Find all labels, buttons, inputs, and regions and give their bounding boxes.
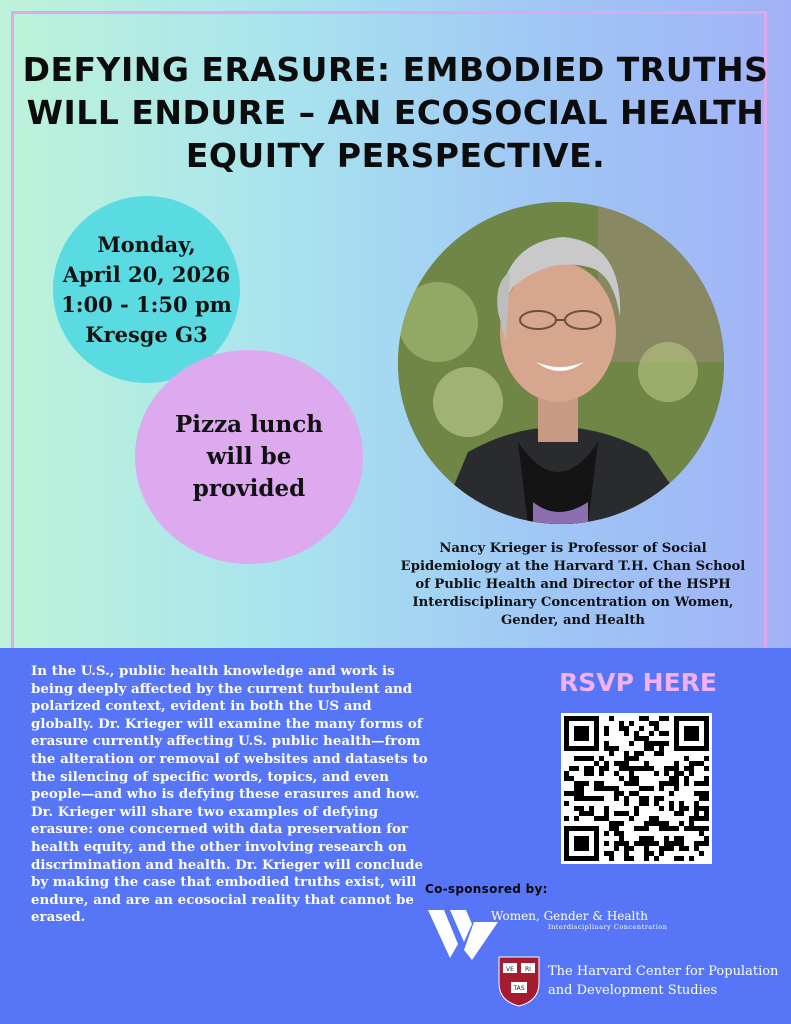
speaker-photo xyxy=(398,202,724,524)
shield-text-ri: RI xyxy=(525,966,531,973)
event-description: In the U.S., public health knowledge and work is being deeply affected by the current turbulent and polarized context, evident in both the US and globally. Dr. Krieger will examine the many forms of erasure currently affecting U.S. public health—from the alteration or removal of websites and datasets to the silencing of specific words, topics, and even people—and who is defying these erasures and how. Dr. Krieger will share two examples of defying erasure: one concerned with data preservation for health equity, and the other involving research on discrimination and health. Dr. Krieger will conclude by making the case that embodied truths exist, will endure, and are an ecosocial reality that cannot be erased. xyxy=(31,663,428,926)
qr-finder-square xyxy=(684,726,699,741)
event-title: DEFYING ERASURE: EMBODIED TRUTHS WILL ENDURE – AN ECOSOCIAL HEALTH EQUITY PERSPECTIVE. xyxy=(22,50,769,175)
shield-text-ve: VE xyxy=(506,966,514,973)
rsvp-heading: RSVP HERE xyxy=(559,668,717,697)
shield-text-tas: TAS xyxy=(513,985,525,992)
speaker-portrait-illustration xyxy=(398,202,724,524)
pizza-line-3: provided xyxy=(192,475,306,502)
pizza-line-1: Pizza lunch xyxy=(175,411,323,438)
event-date: April 20, 2026 xyxy=(62,261,231,287)
harvard-center-name xyxy=(548,962,778,1000)
women-gender-health-logo-icon xyxy=(428,910,498,960)
rsvp-qr-code[interactable] xyxy=(561,713,712,864)
event-time: 1:00 - 1:50 pm xyxy=(61,291,232,317)
wgh-name: Women, Gender & Health xyxy=(491,909,648,923)
event-location: Kresge G3 xyxy=(85,321,208,347)
harvard-center-line-2: and Development Studies xyxy=(548,983,718,998)
cosponsor-label: Co-sponsored by: xyxy=(425,882,548,896)
qr-finder-square xyxy=(574,836,589,851)
harvard-center-line-1: The Harvard Center for Population xyxy=(548,964,779,979)
speaker-bio: Nancy Krieger is Professor of Social Epidemiology at the Harvard T.H. Chan School of Public Health and Director of the HSPH Interdisciplinary Concentration on Women, Gender, and Health xyxy=(400,541,746,628)
wgh-subtitle: Interdisciplinary Concentration xyxy=(548,923,668,931)
qr-finder-square xyxy=(574,726,589,741)
pizza-line-2: will be xyxy=(206,443,292,470)
event-day: Monday, xyxy=(97,231,196,257)
harvard-shield-icon xyxy=(497,955,541,1007)
qr-code-icon[interactable] xyxy=(561,713,712,864)
pizza-circle xyxy=(135,350,363,564)
